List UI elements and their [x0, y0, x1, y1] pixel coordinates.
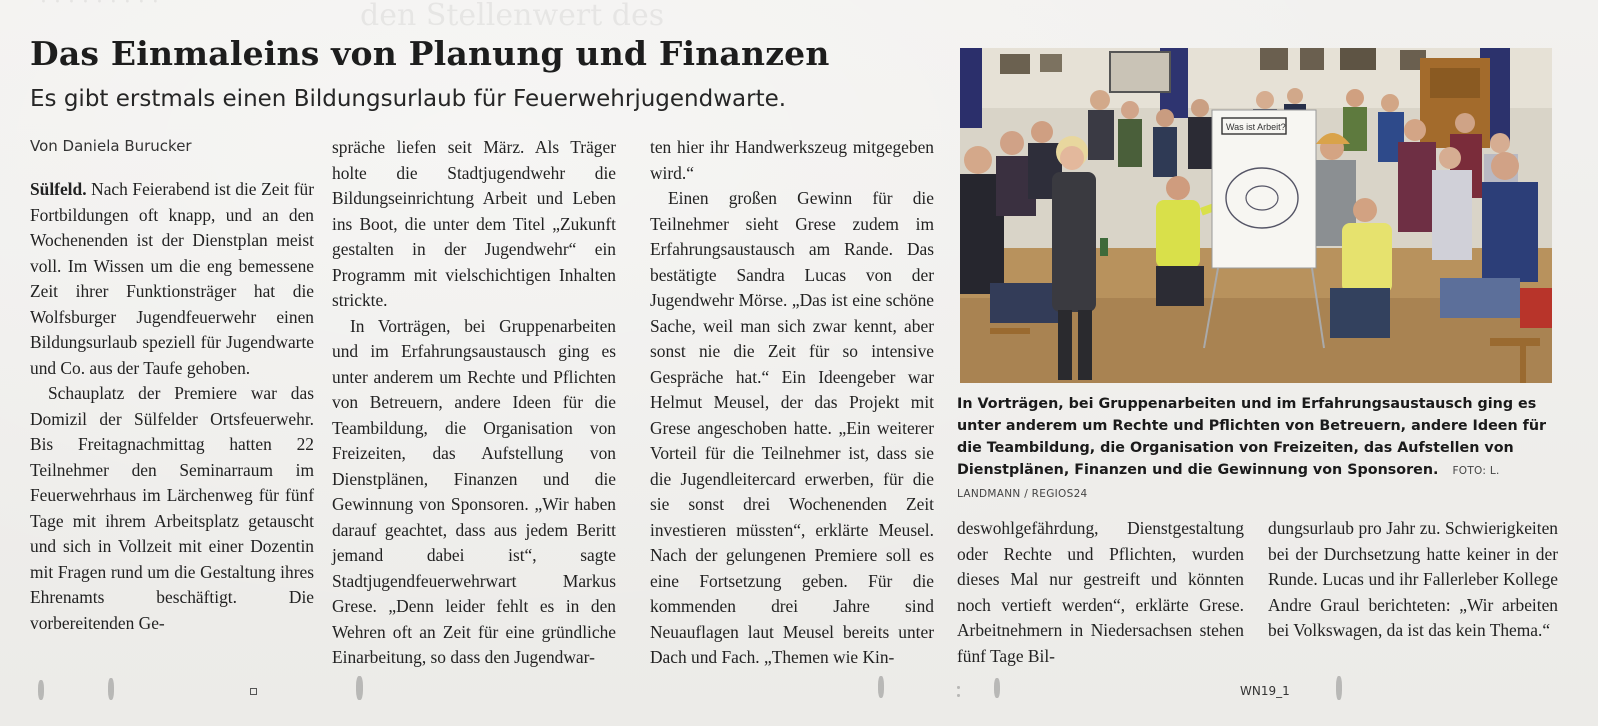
show-through-text: · · · · · · · · · — [40, 0, 159, 15]
article-column-1 — [30, 177, 314, 636]
article-column-5 — [1268, 516, 1558, 644]
flipchart-text: Was ist Arbeit? — [1226, 122, 1286, 132]
article-column-4 — [957, 516, 1244, 669]
scan-mark — [108, 678, 114, 700]
paragraph: Einen großen Gewinn für die Teilnehmer sieht Grese zudem im Erfahrungsaustausch am Rande. Das bestätigte Sandra Lucas von der Jugendwehr Mörse. „Das ist eine schöne Sache, weil man sich zwar kennt, aber sonst nie die Zeit für so intensive Gespräche hat.“ Ein Ideengeber war Helmut Meusel, der das Projekt mit Grese angeschoben hatte. „Ein weiterer Vorteil für die Teilnehmer ist, dass sie die Jugendleitercard erwerben, für die sie sonst drei Wochenenden Zeit investieren müssten“, erklärte Meusel. Nach der gelungenen Premiere soll es eine Fortsetzung geben. Für die kommenden drei Jahre sind Neuauflagen laut Meusel bereits unter Dach und Fach. „Themen wie Kin- — [650, 188, 934, 667]
dateline: Sülfeld. — [30, 179, 87, 199]
headline: Das Einmaleins von Planung und Finanzen — [30, 34, 830, 73]
show-through-text: den Stellenwert des — [360, 0, 665, 33]
article-column-3 — [650, 135, 934, 671]
article-column-2 — [332, 135, 616, 671]
scan-mark — [1336, 676, 1342, 700]
paragraph — [30, 177, 314, 381]
paragraph: In Vorträgen, bei Gruppenarbeiten und im Erfahrungsaustausch ging es unter anderem um Rechte und Pflichten von Betreuern, andere Ideen für die Teambildung, die Organisation von Freizeiten, das Aufstellung von Dienstplänen, Finanzen und die Gewinnung von Sponsoren. „Wir haben darauf geachtet, dass aus jedem Beritt jemand dabei ist“, sagte Stadtjugendfeuerwehrwart Markus Grese. „Denn leider fehlt es in den Wehren oft an Zeit für eine gründliche Einarbeitung, so dass den Jugendwar- — [332, 315, 616, 667]
scan-mark — [878, 676, 884, 698]
seminar-photo-illustration — [960, 48, 1552, 383]
scan-mark — [957, 694, 960, 697]
paragraph: Schauplatz der Premiere war das Domizil der Sülfelder Ortsfeuerwehr. Bis Freitagnachmittag hatten 22 Teilnehmer den Seminarraum im Feuerwehrhaus im Lärchenweg für fünf Tage mit ihrem Arbeitsplatz getauscht und sich in Vollzeit mit einer Dozentin mit Fragen rund um die Gestaltung ihres Ehrenamts beschäftigt. Die vorbereitenden Ge- — [30, 383, 314, 633]
scan-mark — [250, 688, 257, 695]
photo-caption — [957, 393, 1557, 505]
scan-mark — [356, 676, 363, 700]
caption-text: In Vorträgen, bei Gruppenarbeiten und im Erfahrungsaustausch ging es unter anderem um Rechte und Pflichten von Betreuern, andere Ideen für die Teambildung, die Organisation von Freizeiten, das Aufstellen von Dienstplänen, Finanzen und die Gewinnung von Sponsoren. — [957, 396, 1547, 478]
paragraph: deswohlgefährdung, Dienstgestaltung oder Rechte und Pflichten, wurden dieses Mal nur gestreift und könnten noch vertieft werden“, erklärte Grese. Arbeitnehmern in Niedersachsen stehen fünf Tage Bil- — [957, 518, 1244, 666]
page-identifier: WN19_1 — [1240, 684, 1290, 698]
scan-mark — [38, 680, 44, 700]
scan-mark — [957, 686, 960, 689]
article-photo — [960, 48, 1552, 383]
paragraph: dungsurlaub pro Jahr zu. Schwierigkeiten bei der Durchsetzung hatte keiner in der Runde. Lucas und ihr Fallerleber Kollege Andre Graul berichteten: „Wir arbeiten bei Volkswagen, da ist das kein Thema.“ — [1268, 518, 1558, 640]
subheadline: Es gibt erstmals einen Bildungsurlaub für Feuerwehrjugendwarte. — [30, 86, 787, 112]
paragraph: spräche liefen seit März. Als Träger holte die Stadtjugendwehr die Bildungseinrichtung Arbeit und Leben ins Boot, die unter dem Titel „Zukunft gestalten in der Jugendwehr“ ein Programm mit vielschichtigen Inhalten strickte. — [332, 137, 616, 310]
photo-credit: FOTO: L. LANDMANN / REGIOS24 — [957, 465, 1500, 500]
paragraph: ten hier ihr Handwerkszeug mitgegeben wird.“ — [650, 137, 934, 183]
byline: Von Daniela Burucker — [30, 137, 192, 155]
paragraph-text: Nach Feierabend ist die Zeit für Fortbildungen oft knapp, und an den Wochenenden ist der Dienstplan meist voll. Im Wissen um die eng bemessene Zeit ihrer Funktionsträger hat die Wolfsburger Jugendfeuerwehr einen Bildungsurlaub speziell für Jugendwarte und Co. aus der Taufe gehoben. — [30, 179, 314, 378]
scan-mark — [994, 678, 1000, 698]
